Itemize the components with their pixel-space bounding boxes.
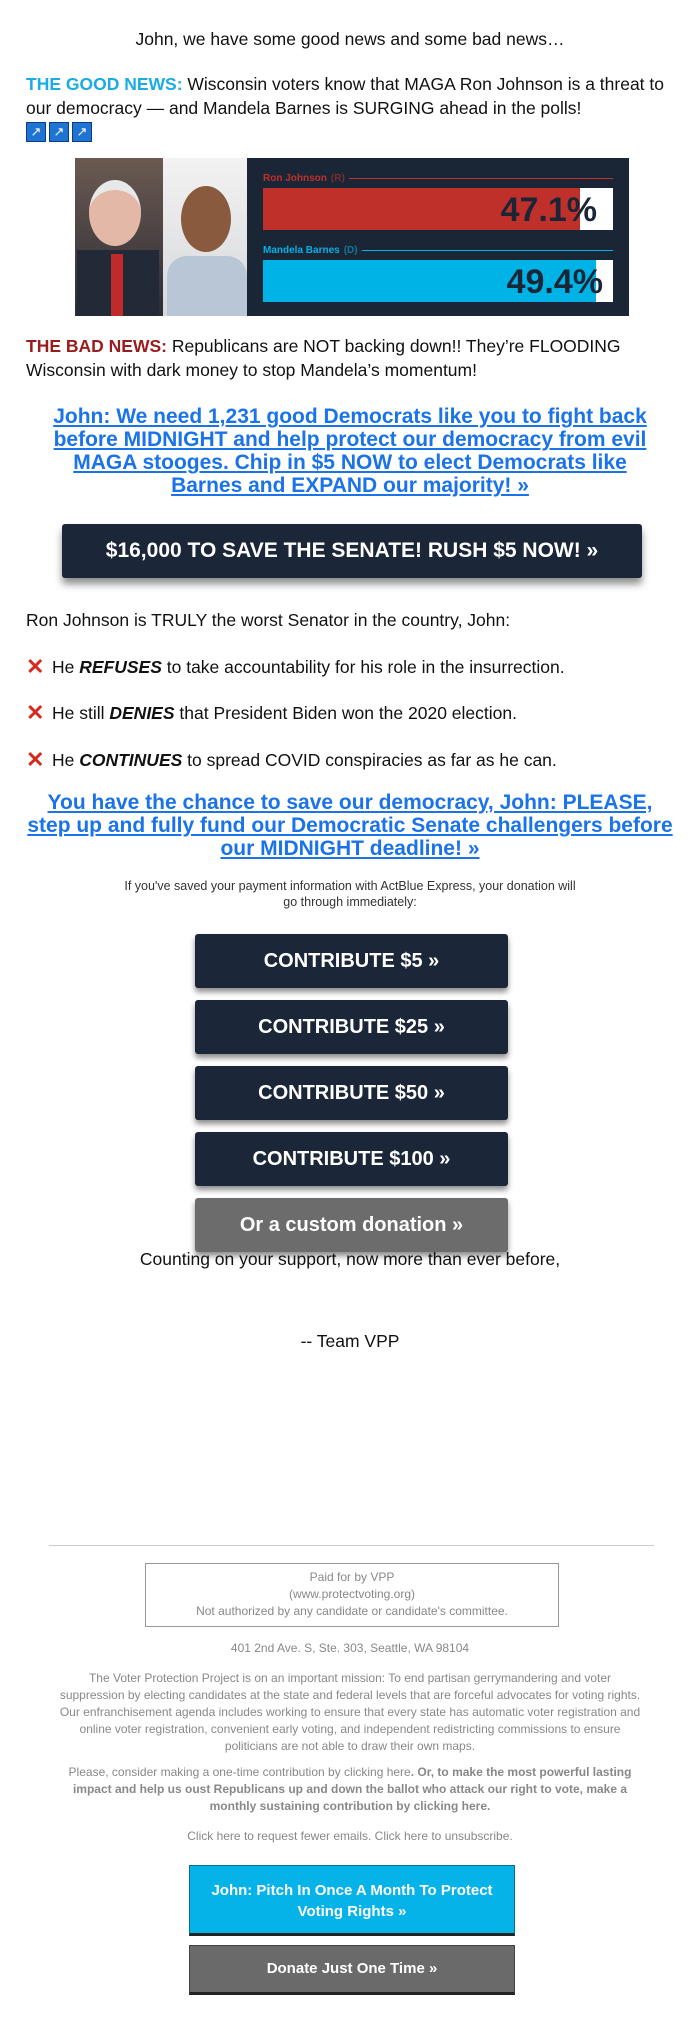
contribute-25-button[interactable]: CONTRIBUTE $25 » <box>195 1000 508 1054</box>
poll-percent: 49.4% <box>506 263 603 301</box>
unsubscribe-text[interactable]: to request fewer emails. Click here to unsubscribe. <box>240 1829 513 1843</box>
address: 401 2nd Ave. S, Ste. 303, Seattle, WA 98104 <box>230 1641 470 1655</box>
candidate-name: Mandela Barnes <box>263 244 340 256</box>
bullet-text: He <box>52 750 80 770</box>
bad-news-label: THE BAD NEWS: <box>26 336 167 356</box>
up-right-arrow-icon: ↗ <box>49 122 69 142</box>
red-x-icon: ✕ <box>26 654 45 679</box>
monthly-donation-button[interactable]: John: Pitch In Once A Month To Protect Voting Rights » <box>189 1865 515 1936</box>
poll-bar-barnes <box>263 260 613 302</box>
poll-bars <box>247 158 629 316</box>
intro-text: John, we have some good news and some bad news… <box>135 29 565 49</box>
signature: -- Team VPP <box>300 1331 400 1351</box>
bullet-emphasis: REFUSES <box>79 657 162 677</box>
good-news-label: THE GOOD NEWS: <box>26 74 183 94</box>
footer-text: Please, consider making a <box>68 1765 213 1779</box>
candidate-party: (D) <box>343 244 358 256</box>
actblue-express-note: If you've saved your payment information with ActBlue Express, your donation will go through immediately: <box>124 879 576 909</box>
bullet-item <box>26 748 674 772</box>
custom-donation-button[interactable]: Or a custom donation » <box>195 1198 508 1252</box>
contribute-5-button[interactable]: CONTRIBUTE $5 » <box>195 934 508 988</box>
donate-link-fight-back[interactable]: John: We need 1,231 good Democrats like you to fight back before MIDNIGHT and help protect our democracy from evil MAGA stooges. Chip in $5 NOW to elect Democrats like Barnes and EXPAND our majority! » <box>53 405 647 497</box>
good-news-paragraph <box>26 72 674 142</box>
good-news-text: Wisconsin voters know that MAGA Ron Johnson is a threat to our democracy — and Mandela Barnes is SURGING ahead in the polls! <box>26 74 665 118</box>
bullet-item <box>26 655 674 679</box>
footer-text: . <box>487 1799 491 1813</box>
rush-donate-button[interactable]: $16,000 TO SAVE THE SENATE! RUSH $5 NOW! » <box>62 524 642 578</box>
bullet-item <box>26 701 674 725</box>
ron-johnson-intro: Ron Johnson is TRULY the worst Senator in the country, John: <box>26 610 511 630</box>
candidate-party: (R) <box>330 172 345 184</box>
mission-text: The Voter Protection Project is on an important mission: To end partisan gerrymandering and voter suppression by electing candidates at the state and federal levels that are forceful advocates for voting rights. Our enfranchisement agenda includes working to ensure that every state has automatic voter registration and online voter registration, convenient early voting, and independent redistricting commissions to ensure politicians are not able to draw their own maps. <box>59 1671 641 1753</box>
website-link[interactable]: www.protectvoting.org <box>292 1587 412 1601</box>
up-right-arrow-icon: ↗ <box>26 122 46 142</box>
bullet-text: He still <box>52 703 110 723</box>
poll-percent: 47.1% <box>500 191 597 229</box>
candidate-name: Ron Johnson <box>263 172 327 184</box>
ron-johnson-photo <box>75 158 163 316</box>
candidate-label-johnson <box>263 172 613 184</box>
bullet-text: that President Biden won the 2020 election. <box>174 703 517 723</box>
bullet-text: to take accountability for his role in the insurrection. <box>161 657 565 677</box>
closing-text: Counting on your support, now more than ever before, <box>139 1249 561 1269</box>
arrow-emojis <box>26 122 674 142</box>
footer-bold-text: . Or, to make the most powerful lasting impact and help us oust Republicans up and down the ballot who attack our right to vote, make a <box>72 1765 632 1796</box>
one-time-donation-button[interactable]: Donate Just One Time » <box>189 1945 515 1995</box>
bad-news-paragraph <box>26 334 674 382</box>
red-x-icon: ✕ <box>26 747 45 772</box>
poll-bar-johnson <box>263 188 613 230</box>
mandela-barnes-photo <box>163 158 247 316</box>
email-preferences <box>26 1828 674 1845</box>
paid-for-text: Paid for by VPP <box>309 1570 395 1584</box>
bad-news-text: Republicans are NOT backing down!! They’re FLOODING Wisconsin with dark money to stop Mandela’s momentum! <box>26 336 621 380</box>
contribute-100-button[interactable]: CONTRIBUTE $100 » <box>195 1132 508 1186</box>
footer-divider <box>49 1545 654 1546</box>
poll-image[interactable] <box>75 158 629 316</box>
monthly-contribution-link[interactable]: monthly sustaining contribution by clicking here <box>209 1799 487 1813</box>
not-authorized-text: Not authorized by any candidate or candidate's committee. <box>196 1604 508 1618</box>
candidate-photos <box>75 158 247 316</box>
bullet-text: to spread COVID conspiracies as far as he can. <box>182 750 557 770</box>
contribution-options-text <box>55 1764 645 1815</box>
red-x-icon: ✕ <box>26 700 45 725</box>
bullet-text: He <box>52 657 80 677</box>
one-time-contribution-link[interactable]: one-time contribution by clicking here <box>212 1765 411 1779</box>
donate-link-save-democracy[interactable]: You have the chance to save our democracy, John: PLEASE, step up and fully fund our Democratic Senate challengers before our MIDNIGHT deadline! » <box>27 791 673 860</box>
fewer-emails-link[interactable]: Click here <box>187 1829 241 1843</box>
paid-for-box: Paid for by VPP (www.protectvoting.org) Not authorized by any candidate or candidate's committee. <box>145 1563 559 1627</box>
up-right-arrow-icon: ↗ <box>72 122 92 142</box>
bullet-emphasis: CONTINUES <box>79 750 183 770</box>
bullet-emphasis: DENIES <box>109 703 175 723</box>
contribute-50-button[interactable]: CONTRIBUTE $50 » <box>195 1066 508 1120</box>
candidate-label-barnes <box>263 244 613 256</box>
